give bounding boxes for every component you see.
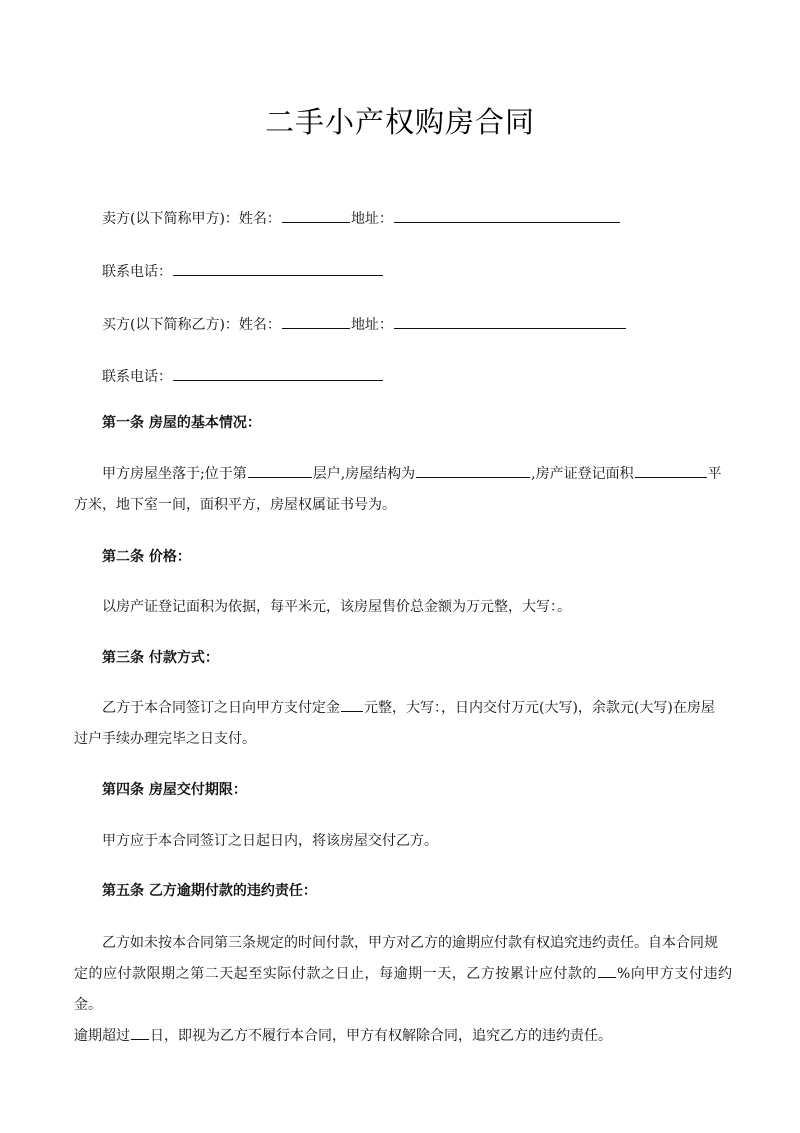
buyer-address-blank[interactable] [394,314,626,329]
article-5-text: %向甲方支付违约金。 [74,966,732,1013]
seller-phone-label: 联系电话： [102,264,172,280]
area-blank[interactable] [635,463,707,478]
article-5-text: 定的应付款限期之第二天起至实际付款之日止，每逾期一天，乙方按累计应付款的 [74,966,597,982]
article-2-heading: 第二条 价格： [102,549,191,565]
article-5-text: 乙方如未按本合同第三条规定的时间付款，甲方对乙方的逾期应付款有权追究违约责任。自本合同规 [102,935,718,951]
article-2-body [74,592,732,623]
buyer-address-label: 地址： [350,317,393,333]
article-2-text: 以房产证登记面积为依据，每平米元，该房屋售价总金额为万元整，大写：。 [102,599,571,615]
buyer-phone-line [102,366,384,387]
structure-blank[interactable] [416,463,530,478]
seller-line [102,208,621,229]
article-4-body [74,826,732,857]
buyer-name-blank[interactable] [282,314,350,329]
floor-blank[interactable] [248,463,312,478]
seller-name-label: 卖方(以下简称甲方)：姓名： [102,211,281,227]
article-5-body [74,928,732,1052]
seller-address-blank[interactable] [394,208,620,223]
buyer-phone-label: 联系电话： [102,369,172,385]
article-1-text: 平 [707,466,722,482]
article-1-body [74,459,732,521]
seller-name-blank[interactable] [282,208,350,223]
article-1-text: 甲方房屋坐落于;位于第 [102,466,247,482]
document-title: 二手小产权购房合同 [264,105,535,139]
article-1-text: 方米，地下室一间，面积平方，房屋权属证书号为。 [74,497,396,513]
article-1-text: ,房产证登记面积 [531,466,634,482]
buyer-line [102,314,627,335]
buyer-phone-blank[interactable] [173,366,383,381]
seller-phone-blank[interactable] [173,261,383,276]
buyer-name-label: 买方(以下简称乙方)：姓名： [102,317,281,333]
article-5-heading: 第五条 乙方逾期付款的违约责任： [102,883,317,899]
article-4-heading: 第四条 房屋交付期限： [102,782,247,798]
article-5-text: 逾期超过 [74,1028,130,1044]
seller-address-label: 地址： [350,211,393,227]
article-3-text: 乙方于本合同签订之日向甲方支付定金 [102,700,340,716]
article-1-text: 层户,房屋结构为 [312,466,416,482]
article-3-body [74,693,732,755]
article-3-heading: 第三条 付款方式： [102,650,219,666]
penalty-rate-blank[interactable] [598,963,616,978]
article-5-text: 日，即视为乙方不履行本合同，甲方有权解除合同，追究乙方的违约责任。 [150,1028,612,1044]
deposit-blank[interactable] [341,697,363,712]
article-1-heading: 第一条 房屋的基本情况： [102,415,261,431]
article-3-text: 过户手续办理完毕之日支付。 [74,731,256,747]
article-4-text: 甲方应于本合同签订之日起日内，将该房屋交付乙方。 [102,833,438,849]
article-3-text: 元整，大写：，日内交付万元(大写)，余款元(大写)在房屋 [364,700,715,716]
seller-phone-line [102,261,384,282]
overdue-days-blank[interactable] [131,1025,149,1040]
